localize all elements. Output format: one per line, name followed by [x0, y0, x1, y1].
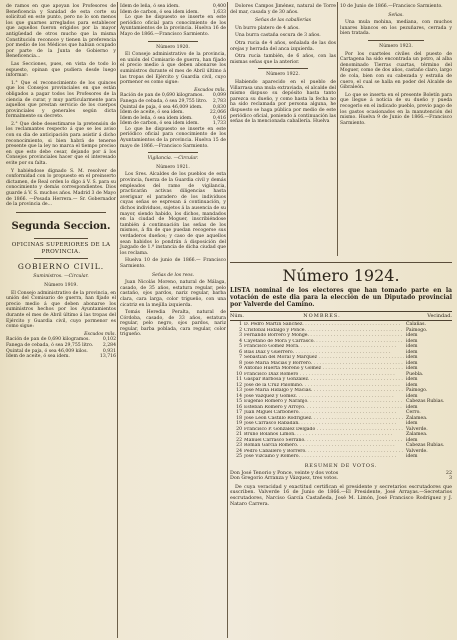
- voter-residence: Paimogo.: [406, 327, 428, 333]
- voter-residence: idem: [406, 454, 418, 459]
- units-label: Escudos mils.: [194, 87, 226, 93]
- voter-residence: idem: [406, 344, 418, 349]
- voter-residence: idem: [406, 360, 418, 366]
- candidate-votes: Don José Tenorio y Ponce, veinte y dos votos: [230, 470, 339, 476]
- vote-count: 22: [445, 470, 452, 476]
- item-value: 0,099: [212, 93, 226, 99]
- voter-number: 7: [239, 355, 242, 360]
- paragraph: Los Sres. Alcaldes de los pueblos de esta provincia, fuerza de la Guardia civil y demás empleados del ramo de vigilancia, practicarán activas diligencias hasta averiguar el paradero de los individuos cuyas señas se espresan á continuación, y dichos individuos, sujetos á la ausencia de su mayor, siendo habido, los dichos, mandados en la ciudad de Moguer, inscribiéndose también á continuación las señas de los mismos, á fin de que puedan recogerse sus verdaderos dueños; y caso de que aquellos sean habidos lo pondrán á disposición del Juzgado de 1.ª instancia de dicha ciudad que los reclama.: [120, 172, 226, 256]
- voter-number: 16: [236, 404, 242, 410]
- voter-name: Esteban Romero y Arroyo. . . .: [244, 405, 404, 411]
- item-label: Idem de leña, ó sea idem.: [120, 4, 180, 9]
- item-label: Fanega de cebada, ó sea 29,755 litro.: [6, 342, 94, 348]
- voter-residence: Puebla.: [406, 371, 424, 377]
- paragraph: Lo que se inserta en el presente Boletín para que llegue á noticia de su dueño y pueda recogerlo en el indicado pueblo, previo pago de los gastos ocasionados en la manutención del mismo. Huelva 9 de Junio de 1866.—Francisco Sarmiento.: [340, 92, 452, 126]
- voter-number: 14: [236, 393, 242, 399]
- notice-number: Número 1919.: [44, 282, 78, 288]
- voter-number: 21: [236, 432, 242, 437]
- voter-name: Sebastián del Moral y Márquez . . .: [244, 355, 404, 361]
- paragraph: Lo que he dispuesto se inserte en este periódico oficial para conocimiento de los Ayuntamientos de la provincia. Huelva 16 de Mayo de 1866.—Francisco Sarmiento.: [120, 15, 226, 37]
- voter-number: 4: [239, 338, 242, 344]
- voter-residence: idem: [406, 437, 418, 443]
- voter-number: 6: [239, 349, 242, 355]
- voter-number: 22: [236, 437, 242, 443]
- candidate-votes: Don Gregorio Arranza y Vázquez, tres votos.: [230, 476, 339, 482]
- item-label: Idem de aceite, ó sea idem.: [120, 110, 184, 116]
- voter-name: Francisco P. González Delgado . . .: [244, 427, 404, 433]
- item-label: Ración de pan de 0,690 kilogramos.: [6, 337, 90, 343]
- voter-name: José Vázquez y Gómez. . . .: [244, 394, 404, 400]
- signature-line: 10 de Junio de 1866.—Francisco Sarmiento.: [340, 4, 443, 9]
- voter-name: Juan Miguel Carbonero. . . .: [244, 410, 404, 416]
- column-divider: [227, 2, 228, 638]
- voter-name: Francisco Gómez Mora. . . .: [244, 344, 404, 350]
- paragraph: Las Secciones, pues, en vista de todo lo espuesto, opinan que pudiera desde luego informar:: [6, 61, 116, 79]
- table-row: [230, 476, 452, 482]
- item-label: Quintal de paja, ó sea 46,009 idem.: [120, 104, 203, 110]
- voter-number: 3: [239, 333, 242, 338]
- column-2: [120, 4, 226, 340]
- paragraph: Tomás Heredia Peralta, natural de Córdoba, casado, de 33 años, estatura regular, pelo negro, ojos pardos, nariz regular, barba poblada, cara regular, color trigueño.: [120, 310, 226, 338]
- voter-number: 13: [236, 388, 242, 393]
- circular-heading: Vigilancia. —Circular.: [147, 156, 199, 162]
- voter-residence: Valverde.: [406, 448, 428, 454]
- price-table: [120, 4, 226, 15]
- divider: [148, 41, 198, 42]
- voter-residence: Calañas.: [406, 322, 426, 327]
- column-header-residence: Vecindad.: [427, 313, 452, 319]
- voter-residence: Paimogo.: [406, 388, 428, 393]
- circular-heading: Suministros. —Circular.: [33, 274, 89, 280]
- paragraph: Una mula mohina, mediana, con muchos lunares blancos en los pezuñares, cerrada y bien tratada.: [340, 20, 452, 37]
- item-label: Idem de carbon, ó sea idem idem.: [120, 121, 199, 127]
- table-row: [6, 354, 116, 360]
- paragraph: Dolores Campos Jiménez, natural de Torre del mar, casada y de 30 años.: [230, 4, 336, 15]
- notice-number: Número 1924.: [282, 266, 400, 285]
- voter-residence: Valverde.: [406, 426, 428, 432]
- paragraph: El Consejo administrativo de la provincia, en unión del Comisario de guerra, han fijado el precio medio á que deben abonarse los suministros durante el mes de Abril último á las tropas del Ejército y Guardia civil, cuyo pormenor es como sigue:: [120, 52, 226, 86]
- certification-paragraph: De cuya veracidad y exactitud certifican el presidente y secretarios escrutadores que suscriben. Valverde 16 de Junio de 1866.—El Presidente, José Arrayas.—Secretarios escrutadores, Narciso García Castañeda, José M. Limón, José Francisco Rodríguez y J. Nataro Carrera.: [230, 484, 452, 508]
- subheading: Señas de las caballerías: [255, 18, 311, 24]
- voter-number: 9: [239, 366, 242, 371]
- voter-number: 23: [236, 443, 242, 448]
- item-value: 1,633: [212, 9, 226, 15]
- voter-name: José de la Cruz Palomino. . . .: [244, 383, 404, 389]
- voter-name: Antonio Huerta Moreno y Gómez . . .: [244, 366, 404, 372]
- item-label: Quintal de paja, ó sea 46,009 kilos.: [6, 348, 88, 354]
- item-value: 13,716: [99, 354, 116, 360]
- column-header-number: Núm.: [230, 313, 244, 319]
- voter-name: Blas Díaz y Guerrero. . . .: [244, 350, 404, 356]
- section-title: Segunda Seccion.: [11, 220, 111, 232]
- voter-name: Cayetano de Mora y Carrasco. . . .: [244, 339, 404, 345]
- item-label: Idem de carbon, ó sea idem idem.: [120, 9, 199, 15]
- paragraph: Otra rucia también, de 6 años, con las mismas señas que la anterior.: [230, 54, 336, 65]
- vote-count: 3: [448, 476, 452, 482]
- notice-number: Número 1920.: [156, 44, 190, 50]
- voter-name: José Vizcaíno y Romero. . . .: [244, 454, 404, 460]
- voter-number: 18: [236, 415, 242, 421]
- voter-name: José Leon Castillo Rodríguez. . . .: [244, 416, 404, 422]
- item-value: 0,830: [212, 104, 226, 110]
- table-header: [230, 311, 452, 321]
- divider: [258, 68, 308, 69]
- voter-name: Francisco Díaz Romero . . .: [244, 372, 404, 378]
- divider: [148, 152, 198, 153]
- voter-table: [230, 322, 452, 460]
- column-header-names: NOMBRES.: [303, 313, 341, 319]
- voter-number: 17: [236, 410, 242, 415]
- voter-number: 10: [236, 371, 242, 377]
- subheading: Señas.: [388, 12, 404, 18]
- paragraph: Por los cuarteles civiles del puesto de Cartagena ha sido encontrada un potro, al alba denominado Tierras cuartas, término del Moguer, como de dos años, castaño claro, largo de cola, bien con su cabezada y estraña de cuero, el cual se halla en poder del Alcalde de Gibraleón.: [340, 51, 452, 91]
- paragraph: El Consejo administrativo de la provincia, en unión del Comisario de guerra, han fijado el precio medio á que deben abonarse los suministros hechos por los Ayuntamientos durante el mes de Abril último á las tropas del Ejército y Guardia civil, cuyo pormenor es como sigue:: [6, 290, 116, 330]
- notice-number: Número 1923.: [379, 43, 413, 49]
- price-table: [6, 337, 116, 359]
- paragraph: Juan Nicolás Moreno, natural de Málaga, casado, de 35 años, estatura regular, pelo castaño, ojos pardos, nariz regular, barba clara, cara larga, color trigueño, con una cicatriz en la mejilla izquierda.: [120, 280, 226, 308]
- voter-residence: Zalamea.: [406, 415, 428, 421]
- divider: [16, 212, 106, 213]
- paragraph: Otra rucia de 4 años, señalada de las dos orejas y herrada del anca izquierda.: [230, 40, 336, 52]
- voter-name: Gaspar Barbosa y González. . . .: [244, 377, 404, 383]
- voter-residence: idem: [406, 355, 418, 360]
- voter-residence: Cabezas Rubias.: [406, 399, 445, 404]
- voter-number: 11: [236, 377, 242, 382]
- column-divider: [117, 2, 118, 638]
- voter-number: 25: [236, 454, 242, 459]
- voter-residence: Cabezas Rubias.: [406, 443, 445, 448]
- divider: [230, 262, 452, 263]
- voter-number: 5: [239, 344, 242, 349]
- item-value: 2,284: [102, 342, 116, 348]
- item-value: 0,931: [102, 348, 116, 354]
- voter-number: 1: [239, 322, 242, 327]
- summary-heading: RESUMEN DE VOTOS.: [304, 462, 378, 469]
- item-label: Ración de pan de 0,690 kilogramos.: [120, 93, 204, 99]
- vote-summary: [230, 471, 452, 482]
- voter-residence: idem: [406, 393, 418, 399]
- voter-residence: idem: [406, 382, 418, 388]
- voter-number: 19: [236, 421, 242, 426]
- voter-name: Bruno Bolaños Limón. . . .: [244, 432, 404, 438]
- voter-name: Román García Romero. . . .: [244, 443, 404, 449]
- item-label: Fanega de cebada, ó sea 29,755 litro.: [120, 98, 208, 104]
- voter-number: 12: [236, 382, 242, 388]
- voter-residence: idem: [406, 349, 418, 355]
- table-row: [230, 454, 452, 460]
- voter-number: 20: [236, 426, 242, 432]
- electoral-list: [230, 262, 452, 508]
- voter-name: D. Pedro Martín Sánchez. . . .: [244, 322, 404, 328]
- item-value: 0,416: [212, 115, 226, 121]
- section-subtitle: OFICINAS SUPERIORES DE LA PROVINCIA.: [11, 241, 111, 255]
- paragraph: Un burro platero de 4 años.: [235, 25, 300, 31]
- voter-name: Eugenio Romero y Naranjo. . . .: [244, 399, 404, 405]
- office-heading: GOBIERNO CIVIL.: [17, 262, 105, 272]
- signature-line: Huelva 10 de junio de 1866.— Francisco Sarmiento.: [120, 258, 226, 269]
- voter-residence: idem: [406, 404, 418, 410]
- voter-residence: idem: [406, 421, 418, 426]
- paragraph: 1.° Que el reconocimiento de los quinces que los Consejos provinciales en que están obligados a pagar todos los Profesores de la ciencia de curar, y muy particularmente para aquellos que prestan servicio de los cuerpos provinciales y generales según dicta formalmente su decreto.: [6, 80, 116, 120]
- paragraph: Una burra castaña oscura de 3 años.: [235, 33, 321, 39]
- paragraph: Habiendo aparecido en el pueblo de Villarrasa una mula extraviada, el alcalde del mismo dispuso su depósito hasta tanto parezca su dueño, y como hasta la fecha no ha sido reclamada por persona alguna, he dispuesto se haga pública por medio de este periódico oficial, poniendo á continuación las señas de la mencionada caballería. Huelva: [230, 79, 336, 125]
- item-value: 0,102: [102, 337, 116, 343]
- list-title: LISTA nominal de los electores que han tomado parte en la votación de este dia para la elección de un Diputado provincial por Valverde del Camino.: [230, 287, 452, 308]
- voter-residence: idem: [406, 377, 418, 382]
- voter-residence: idem: [406, 338, 418, 344]
- voter-name: Pedro Caballero y Borrero. . . .: [244, 449, 404, 455]
- voter-residence: idem: [406, 333, 418, 338]
- notice-number: Número 1921.: [156, 164, 190, 170]
- voter-number: 2: [239, 327, 242, 333]
- divider: [34, 238, 88, 239]
- voter-name: José Carrasco Rabadan. . . .: [244, 421, 404, 427]
- paragraph: 2.° Que debe desestimarse la pretensión de los reclamantes respecto á que se les aviso con su dia de anticipación para asistir á dicho reconocimiento, si bien habrá de tenerse presente que la ley no marca el tiempo preciso en que esto debe cesar, dejando por á los Consejos provinciales hacer que el interesado evite por su falta.: [6, 121, 116, 167]
- price-table: [120, 93, 226, 127]
- column-4: [340, 4, 452, 128]
- item-value: 22,066: [209, 110, 226, 116]
- paragraph: de ramos en que apoyan los Profesores de Beneficencia y Sanidad de esta corte su solicitud en este punto, pero no lo son menos los que guarnes arreglados para establecer que aquellos fueron erigidos por la mayor antigüedad de otros mucho que la misma Constitución reconoce y tienen la preferencia por medio de los Médicos que habian ocupado por parte de la Junta de Gobierno y Beneficencia...: [6, 4, 116, 60]
- voter-name: Manuel Carrasco Serrano. . . .: [244, 438, 404, 444]
- voter-name: José María Hidalgo y Macías. . . .: [244, 388, 404, 394]
- voter-residence: idem: [406, 366, 418, 371]
- item-label: Idem de aceite, ó sea idem.: [6, 354, 70, 360]
- item-value: 1,733: [212, 121, 226, 127]
- divider: [368, 40, 424, 41]
- subheading: Señas de los reos.: [151, 272, 195, 278]
- notice-number: Número 1922.: [266, 72, 300, 78]
- item-label: Idem de leña, ó sea idem idem.: [120, 115, 193, 121]
- voter-name: Cristóbal Hidalgo y Ponce. . . .: [244, 328, 404, 334]
- divider: [34, 258, 88, 259]
- voter-number: 8: [239, 360, 242, 366]
- voter-name: José María Macías y Borrero. . . .: [244, 361, 404, 367]
- units-label: Escudos mils.: [84, 331, 116, 337]
- voter-residence: Zalamea.: [406, 432, 428, 437]
- item-value: 0,400: [212, 4, 226, 9]
- voter-number: 24: [236, 448, 242, 454]
- paragraph: Lo que he dispuesto se inserte en este periódico oficial para conocimiento de los Ayuntamientos de la provincia. Huelva 15 de mayo de 1866.—Francisco Sarmiento.: [120, 126, 226, 149]
- voter-residence: Cerro.: [406, 410, 421, 415]
- voter-name: Fernando Borrero y Monge. . . .: [244, 333, 404, 339]
- item-value: 2,783: [212, 98, 226, 104]
- voter-number: 15: [236, 399, 242, 404]
- column-divider: [337, 2, 338, 256]
- paragraph: Y habiéndose dignado S. M. resolver de conformidad con lo propuesto en el preinserto dictamen, de Real orden lo digo á V. S. para su conocimiento y demás correspondientes. Dios guarde á V. S. muchos años. Madrid 3 de Mayo de 1866. —Posada Herrera.— Sr. Gobernador de la provincia de...: [6, 168, 116, 208]
- column-1: [6, 4, 116, 360]
- column-3: [230, 4, 336, 127]
